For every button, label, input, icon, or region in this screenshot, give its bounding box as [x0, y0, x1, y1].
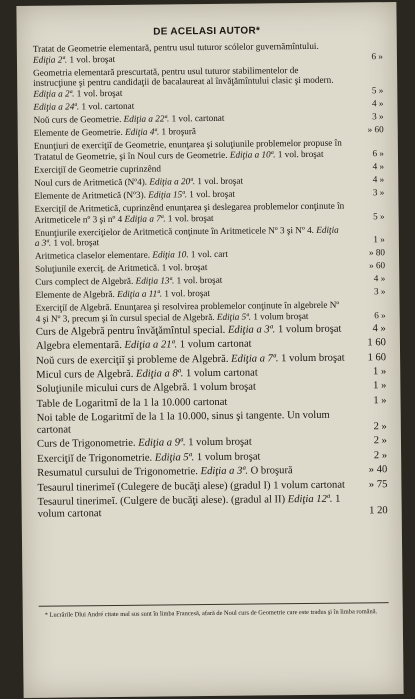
entry-title — [35, 300, 345, 325]
entry-price: 4 » — [372, 323, 386, 335]
entry-edition: Ediţia a 8ª. — [135, 368, 184, 380]
entry-title — [33, 64, 343, 99]
entry-title — [36, 338, 346, 353]
entry-price: 4 » — [372, 160, 385, 172]
entry-text: Tesaurul tinerimeĭ. (Culgere de bucăţi alese). (gradul al II) — [37, 494, 288, 508]
entry-format: 1 vol. broşat — [194, 175, 244, 186]
entry-edition: Ediţia 5ª. — [216, 311, 252, 322]
entry-edition: Ediţia a 3ª. — [200, 465, 249, 478]
entry-text: Elemente de Geometrie. — [33, 126, 126, 138]
entry-title — [37, 436, 347, 451]
entry-title — [34, 187, 344, 201]
entry-text: Soluţiunile micului curs de Algebră. 1 volum broşat — [36, 382, 256, 396]
catalog-entry — [37, 464, 387, 479]
catalog-entry — [34, 187, 384, 201]
entry-edition: Ediţia a 9ª. — [138, 437, 186, 450]
catalog-entry — [34, 200, 384, 225]
entry-text: Elemente de Algebră. — [35, 289, 118, 301]
catalog-entry — [33, 40, 383, 65]
catalog-entry — [38, 493, 388, 520]
entry-edition: Ediţia a 7ª. — [231, 352, 279, 365]
catalog-entry — [36, 337, 386, 352]
entry-price: 3 » — [373, 286, 386, 297]
entry-text: Aritmetica claselor elementare. — [34, 249, 153, 262]
entry-format: 1 vol. cartonat — [79, 100, 135, 112]
entry-edition: Ediţia 10. — [152, 249, 189, 260]
entry-price: 2 » — [373, 421, 387, 433]
entry-title — [35, 274, 345, 288]
entry-title — [34, 125, 344, 139]
catalog-entry — [37, 409, 387, 436]
entry-text: Tratat de Geometrie elementară, pentru usul tuturor scólelor guvernămîntului. — [32, 40, 319, 54]
entry-title — [35, 287, 345, 301]
page-heading: DE ACELASI AUTOR* — [153, 25, 261, 38]
entry-price: 1 60 — [367, 337, 386, 349]
catalog-entry — [37, 436, 387, 451]
entry-price: 1 » — [373, 395, 387, 407]
entry-format: 1 vol. broşat — [174, 275, 223, 286]
catalog-entry — [36, 366, 386, 381]
entry-format: 1 volum cartonat — [183, 367, 258, 380]
entry-price: 3 » — [372, 111, 384, 122]
entry-title — [36, 352, 346, 367]
entry-title — [33, 41, 343, 66]
catalog-entry — [36, 352, 386, 367]
entry-format: 1 volum broşat — [278, 352, 345, 364]
book-page — [16, 2, 403, 698]
entry-price: 4 » — [371, 98, 384, 109]
entry-text: Exerciţiĭ de Geometrie cuprinzênd — [34, 163, 161, 175]
entry-edition: Ediţia a 2ª. — [33, 88, 75, 99]
entry-edition: Ediţia a 3ª. — [34, 224, 339, 249]
catalog-entry — [34, 111, 384, 125]
entry-title — [37, 479, 347, 494]
catalog-entry — [37, 450, 387, 465]
entry-format: 1 volum broşat — [275, 323, 342, 336]
entry-price: 1 » — [373, 234, 385, 245]
catalog-entry — [34, 124, 384, 138]
entry-price: » 60 — [367, 124, 384, 135]
entry-title — [33, 99, 343, 113]
entry-format: 1 volum broşat — [185, 437, 252, 449]
entry-text: Noŭ curs de exerciţiĭ şi probleme de Algebră. — [36, 353, 232, 367]
entry-price: » 60 — [368, 260, 386, 271]
entry-format: 1 vol. broşat — [161, 288, 211, 299]
entry-edition: Ediţia 12ª. — [287, 493, 333, 506]
entry-edition: Ediţia 15ª. — [148, 189, 188, 200]
entry-price: » 75 — [368, 478, 388, 490]
entry-price: 3 » — [372, 186, 385, 198]
entry-format: 1 broşură — [159, 126, 197, 137]
entry-price: 4 » — [373, 273, 386, 284]
entry-text: Geometria elementară prescurtată, pentru usul tuturor stabilimentelor de instrucţiune şi pentru candidaţii de bacalaureat al învăţămîntului clasic şi modern. — [33, 64, 334, 89]
entry-edition: Ediţia a 3ª. — [227, 324, 276, 336]
entry-text: Elemente de Aritmetică (Nº3). — [34, 189, 149, 201]
footnote-divider — [39, 602, 389, 607]
entry-title — [34, 200, 344, 225]
entry-text: Noŭ curs de Geometrie. — [33, 114, 124, 125]
catalog-entry — [35, 299, 385, 324]
entry-title — [36, 367, 346, 382]
entry-text: Enunţiurile exerciţielor de Aritmetică conţinute în Aritmeticele Nº 3 şi Nº 4. — [34, 224, 317, 238]
entry-price: » 40 — [368, 464, 388, 476]
catalog-entry — [35, 224, 385, 249]
entry-text: Exerciţiĭ de Algebră. Enunţarea şi resolvirea problemelor conţinute în algebrele Nº 4 şi Nº 3, precum şi în cursul special de Algebră. — [35, 299, 340, 324]
catalog-entry — [34, 161, 384, 175]
catalog-entry — [37, 479, 387, 494]
catalog-entry — [35, 260, 385, 274]
entry-format: 1 vol. broşat — [67, 53, 116, 65]
catalog-entry — [33, 64, 383, 100]
entry-format: O broşură — [247, 465, 293, 477]
footnote: * Lucrările Dlui André citate maĭ sus sunt în limba Francesă, afară de Noul curs de Geometrie care este tradus şi în limba română. — [44, 608, 378, 619]
entry-text: Exerciţiĭ de Aritmetică, cuprinzênd enunţarea şi deslegarea problemelor conţinute în Aritmeticele nº 3 şi nº 4 — [34, 200, 345, 225]
entry-title — [37, 395, 347, 410]
entry-format: 1 vol. broşat — [275, 148, 324, 160]
entry-text: Table de Logaritmĭ de la 1 la 10.000 cartonat — [36, 396, 228, 410]
entry-title — [37, 450, 347, 465]
entry-format: 1 volum broşat — [194, 451, 261, 464]
entry-text: Enunţiuri de exerciţiĭ de Geometrie, enunţarea şi soluţiunile problemelor propuse în Tratatul de Geometrie, şi în Noul curs de Geometrie. — [33, 137, 342, 162]
entry-title — [36, 381, 346, 396]
catalog-entry — [35, 286, 385, 300]
entry-title — [34, 112, 344, 126]
entry-price: 2 » — [373, 449, 388, 462]
entry-edition: Ediţia 4ª. — [124, 126, 160, 137]
entry-price: 6 » — [374, 310, 386, 321]
catalog-entry — [33, 98, 383, 112]
entry-text: Curs complect de Algebră. — [35, 275, 136, 288]
catalog-entry — [36, 323, 386, 338]
entry-price: 1 » — [373, 380, 387, 392]
entry-format: 1 vol. broşat — [74, 88, 123, 99]
entry-price: 1 20 — [369, 504, 388, 517]
entry-price: 5 » — [371, 85, 384, 96]
entry-text: Resumatul cursului de Trigonometrie. — [37, 466, 201, 480]
catalog-entry — [34, 174, 384, 188]
entry-price: 2 » — [373, 435, 388, 447]
entry-text: Noul curs de Aritmetică (Nº4). — [34, 176, 150, 188]
entry-price: 6 » — [372, 147, 384, 159]
entry-price: 6 » — [371, 50, 383, 61]
entry-price: 5 » — [373, 210, 385, 221]
entry-edition: Ediţia 13ª. — [135, 275, 175, 286]
entry-text: Micul curs de Algebră. — [36, 368, 137, 381]
entry-title — [34, 138, 344, 163]
entry-price: » 80 — [368, 247, 386, 258]
catalog-entry — [36, 381, 386, 396]
entry-edition: Ediţia a 11ª. — [116, 288, 163, 300]
entry-title — [35, 248, 345, 262]
entry-format: 1 vol. broşat — [165, 212, 214, 223]
catalog-entry — [34, 137, 384, 162]
catalog-list — [33, 40, 388, 523]
entry-text: Exerciţiĭ de Trigonometrie. — [37, 452, 155, 465]
entry-edition: Ediţia a 21ª. — [124, 339, 178, 352]
catalog-entry — [37, 395, 387, 410]
entry-price: 4 » — [372, 173, 385, 185]
entry-format: 1 volum cartonat — [37, 493, 341, 520]
entry-edition: Ediţia a 7ª. — [124, 212, 166, 224]
entry-text: Curs de Algebră pentru învăţămîntul special. — [35, 324, 228, 338]
entry-title — [35, 224, 345, 249]
entry-text: Algebra elementară. — [35, 340, 125, 353]
entry-format: 1 vol. cart — [188, 249, 228, 260]
entry-edition: Ediţia 2ª. — [32, 54, 68, 65]
entry-format: 1 volum broşat — [250, 310, 309, 322]
entry-text: Tesaurul tinerimeĭ (Culegere de bucăţi alese) (gradul I) 1 volum cartonat — [37, 479, 346, 494]
entry-title — [34, 174, 344, 188]
entry-title — [34, 161, 344, 175]
entry-edition: Ediţia a 24ª. — [33, 101, 80, 112]
entry-edition: Ediţia a 10ª. — [229, 149, 276, 160]
entry-edition: Ediţia a 22ª. — [123, 113, 170, 125]
entry-edition: Ediţia 5ª. — [154, 452, 195, 464]
entry-price: 1 60 — [367, 351, 387, 364]
entry-format: 1 volum cartonat — [177, 338, 252, 351]
entry-text: Soluţiunile exerciţ. de Aritmetică. 1 vol. broşat — [35, 262, 208, 275]
entry-edition: Ediţia a 20ª. — [149, 175, 196, 187]
entry-price: 1 » — [372, 366, 387, 378]
entry-text: Curs de Trigonometrie. — [36, 438, 139, 451]
entry-format: 1 vol. broşat — [186, 188, 236, 200]
entry-title — [36, 323, 346, 338]
entry-format: 1 vol. cartonat — [169, 112, 225, 124]
entry-format: 1 vol. broşat — [51, 237, 100, 248]
entry-title — [37, 410, 347, 437]
entry-title — [37, 465, 347, 480]
entry-text: Noi table de Logaritmĭ de la 1 la 10.000, sinus şi tangente. Un volum cartonat — [36, 410, 330, 436]
entry-title — [35, 261, 345, 275]
catalog-entry — [35, 247, 385, 261]
entry-title — [38, 494, 348, 521]
catalog-entry — [35, 273, 385, 287]
